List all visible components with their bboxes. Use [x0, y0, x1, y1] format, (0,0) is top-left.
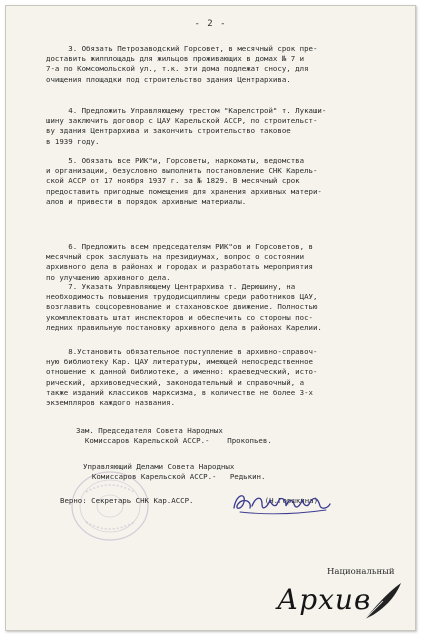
- deputy-chair-signature-block: Зам. Председателя Совета Народных Комиссаров Карельской АССР.- Прокопьев.: [76, 426, 272, 446]
- paragraph-7: 7. Указать Управляющему Центрархива т. Дерюшину, на необходимость повышения трудодисциплины среди работников ЦАУ, возглавить соцсоревнование и стахановское движение. Полностью укомплектовать штат инспекторов и обеспечить со стороны пос- ледних правильную постановку архивного дела в районах Карелии.: [46, 282, 322, 332]
- paragraph-5: 5. Обязать все РИК"и, Горсоветы, наркоматы, ведомства и организации, безусловно выполнить постановление СНК Карель- ской АССР от 17 ноября 1937 г. за № 1829. В месячный срок предоставить пригодные помещения для хранения архивных матери- алов и привести в порядок архивные материалы.: [46, 156, 322, 206]
- manager-signature-block: Управляющий Делами Совета Народных Комиссаров Карельской АССР.- Редькин.: [83, 462, 266, 482]
- quill-icon: [361, 579, 405, 623]
- paragraph-4: 4. Предложить Управляющему трестом "Карелстрой" т. Лукаши- шину заключить договор с ЦАУ Карельской АССР, по строительст- ву здания Центрархива и закончить строительство таковое в 1939 году.: [46, 106, 327, 146]
- logo-title: Архив: [277, 583, 372, 616]
- logo-caption: Национальный: [327, 567, 395, 577]
- page-number: - 2 -: [194, 19, 227, 29]
- document-page: [5, 5, 416, 631]
- paragraph-3: 3. Обязать Петрозаводский Горсовет, в месячный срок пре- доставить жилплощадь для жильцов проживающих в домах № 7 и 7-а по Комсомольской ул., т.к. эти дома подлежат сносу, для очищения площадки под строительство здания Центрархива.: [46, 44, 318, 84]
- verno-line: Верно: Секретарь СНК Кар.АССР. (Н.Горшкина): [60, 496, 319, 505]
- national-archive-logo: [261, 567, 411, 627]
- paragraph-8: 8.Установить обязательное поступление в архивно-справоч- ную библиотеку Кар. ЦАУ литературы, имеющей непосредственное отношение к данной библиотеке, а именно: краеведческий, исто- рический, архивоведческий, законодательный и справочный, а также изданий классиков марксизма, в количестве не более 3-х экземпляров каждого названия.: [46, 347, 318, 408]
- paragraph-6: 6. Предложить всем председателям РИК"ов и Горсоветов, в месячный срок заслушать на президиумах, вопрос о состоянии архивного дела в районах и городах и разработать мероприятия по улучшению архивного дела.: [46, 242, 313, 282]
- handwritten-signature: [228, 488, 334, 518]
